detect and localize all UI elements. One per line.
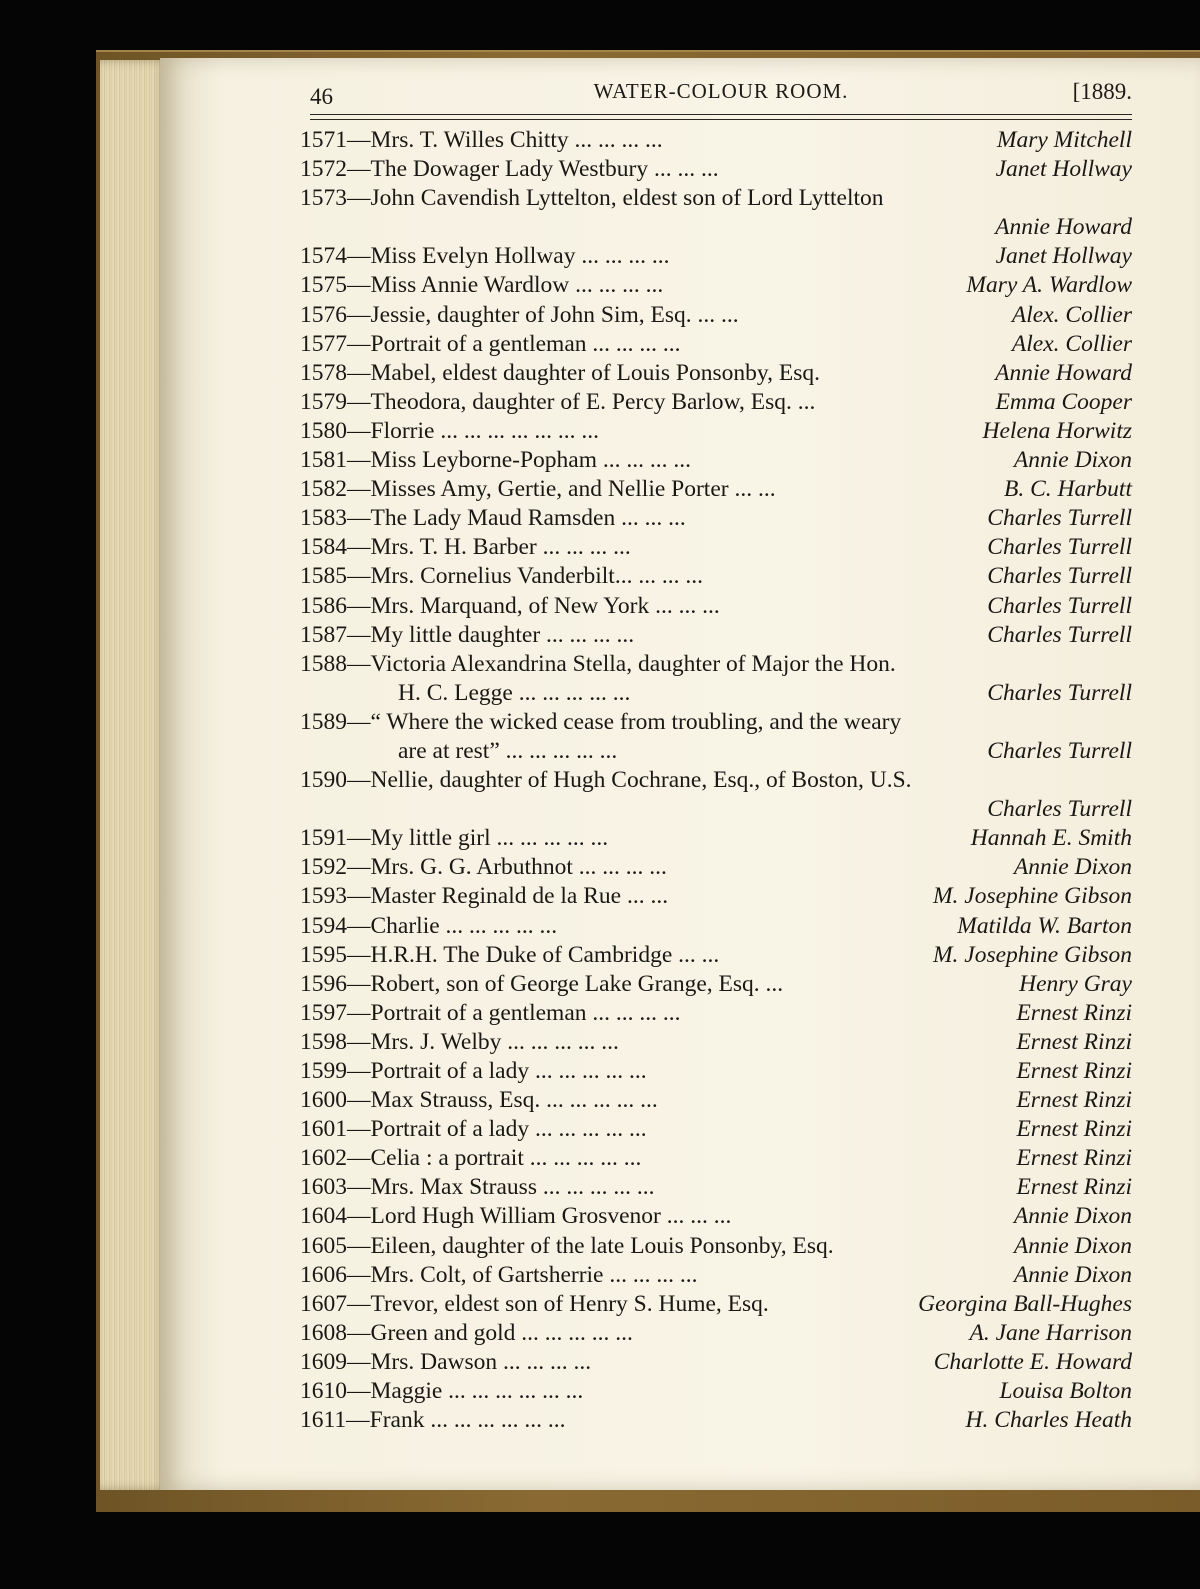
catalogue-entry [300, 562, 1132, 591]
catalogue-entry [300, 824, 1132, 853]
catalogue-entry [300, 301, 1132, 330]
entry-title: 1588—Victoria Alexandrina Stella, daughter of Major the Hon. [300, 650, 896, 677]
entry-artist: Georgina Ball-Hughes [918, 1290, 1132, 1317]
entry-title: H. C. Legge ... ... ... ... ... [398, 679, 631, 706]
catalogue-entry [300, 388, 1132, 417]
catalogue-entry [300, 882, 1132, 911]
catalogue-entry [300, 1057, 1132, 1086]
catalogue-entry [300, 330, 1132, 359]
entry-title: 1587—My little daughter ... ... ... ... [300, 621, 635, 648]
entry-title: 1591—My little girl ... ... ... ... ... [300, 825, 609, 852]
entry-artist: Hannah E. Smith [970, 825, 1132, 852]
entry-title: 1573—John Cavendish Lyttelton, eldest son of Lord Lyttelton [300, 185, 884, 212]
entry-title: 1607—Trevor, eldest son of Henry S. Hume, Esq. [300, 1290, 769, 1317]
catalogue-entry [300, 1173, 1132, 1202]
entry-artist: Annie Dixon [1013, 1203, 1132, 1230]
entry-title: 1611—Frank ... ... ... ... ... ... [300, 1407, 566, 1434]
entry-artist: Helena Horwitz [982, 417, 1132, 444]
entry-title: 1571—Mrs. T. Willes Chitty ... ... ... ... [300, 127, 663, 153]
entry-title: 1599—Portrait of a lady ... ... ... ... ... [300, 1058, 647, 1084]
entry-artist: Annie Dixon [1013, 854, 1132, 881]
entry-artist: Charles Turrell [987, 592, 1132, 619]
catalogue-entries [300, 126, 1132, 1435]
catalogue-entry [300, 446, 1132, 475]
entry-title: 1582—Misses Amy, Gertie, and Nellie Porter ... ... [300, 476, 776, 503]
entry-title: 1596—Robert, son of George Lake Grange, Esq. ... [300, 970, 784, 997]
entry-title: 1576—Jessie, daughter of John Sim, Esq. ... ... [300, 301, 739, 328]
entry-title: 1579—Theodora, daughter of E. Percy Barlow, Esq. ... [300, 388, 816, 415]
entry-title: are at rest” ... ... ... ... ... [398, 737, 618, 764]
catalogue-entry [300, 621, 1132, 650]
catalogue-entry [300, 912, 1132, 941]
entry-artist: Charles Turrell [987, 534, 1132, 561]
entry-title: 1595—H.R.H. The Duke of Cambridge ... ... [300, 941, 720, 968]
entry-title: 1600—Max Strauss, Esq. ... ... ... ... ... [300, 1087, 658, 1114]
catalogue-entry [300, 533, 1132, 562]
catalogue-entry [300, 155, 1132, 184]
entry-artist: Charles Turrell [987, 563, 1132, 590]
catalogue-entry [300, 1406, 1132, 1435]
entry-title: 1601—Portrait of a lady ... ... ... ... ... [300, 1116, 647, 1143]
catalogue-entry [300, 213, 1132, 242]
entry-artist: B. C. Harbutt [1004, 476, 1132, 503]
entry-title: 1609—Mrs. Dawson ... ... ... ... [300, 1348, 592, 1375]
entry-artist: Charlotte E. Howard [933, 1348, 1132, 1375]
year-label: [1889. [1072, 79, 1132, 104]
catalogue-entry [300, 1202, 1132, 1231]
catalogue-entry [300, 417, 1132, 446]
entry-title: 1583—The Lady Maud Ramsden ... ... ... [300, 505, 686, 532]
entry-title: 1577—Portrait of a gentleman ... ... ... ... [300, 330, 681, 357]
entry-artist: Charles Turrell [987, 796, 1132, 823]
catalogue-entry [300, 737, 1132, 766]
entry-artist: Annie Dixon [1013, 1261, 1132, 1288]
catalogue-entry [300, 1144, 1132, 1173]
entry-artist: Annie Howard [995, 359, 1132, 386]
entry-title: 1585—Mrs. Cornelius Vanderbilt... ... ... ... [300, 563, 703, 590]
entry-title: 1578—Mabel, eldest daughter of Louis Ponsonby, Esq. [300, 359, 820, 386]
entry-artist: Ernest Rinzi [1016, 1145, 1132, 1172]
entry-artist: M. Josephine Gibson [932, 941, 1132, 968]
entry-artist: M. Josephine Gibson [932, 883, 1132, 910]
catalogue-entry [300, 1348, 1132, 1377]
entry-artist: Mary A. Wardlow [966, 272, 1132, 299]
entry-title: 1606—Mrs. Colt, of Gartsherrie ... ... ... ... [300, 1261, 698, 1288]
entry-title: 1592—Mrs. G. G. Arbuthnot ... ... ... ... [300, 854, 667, 881]
entry-title: 1605—Eileen, daughter of the late Louis Ponsonby, Esq. [300, 1232, 834, 1259]
entry-artist: Ernest Rinzi [1016, 1116, 1132, 1143]
catalogue-entry [300, 475, 1132, 504]
entry-artist: Ernest Rinzi [1016, 1087, 1132, 1114]
catalogue-entry [300, 999, 1132, 1028]
header-rule [310, 114, 1132, 115]
entry-title: 1598—Mrs. J. Welby ... ... ... ... ... [300, 1028, 619, 1055]
entry-title: 1590—Nellie, daughter of Hugh Cochrane, Esq., of Boston, U.S. [300, 767, 912, 794]
catalogue-entry [300, 504, 1132, 533]
catalogue-entry [300, 650, 1132, 679]
catalogue-entry [300, 126, 1132, 155]
entry-artist: Henry Gray [1019, 970, 1132, 997]
entry-artist: Louisa Bolton [999, 1378, 1132, 1405]
catalogue-entry [300, 1261, 1132, 1290]
entry-title: 1575—Miss Annie Wardlow ... ... ... ... [300, 272, 664, 299]
entry-title: 1597—Portrait of a gentleman ... ... ... ... [300, 999, 681, 1026]
entry-artist: Janet Hollway [995, 156, 1132, 183]
entry-title: 1581—Miss Leyborne-Popham ... ... ... ... [300, 447, 691, 474]
entry-artist: Ernest Rinzi [1016, 999, 1132, 1026]
entry-title: 1574—Miss Evelyn Hollway ... ... ... ... [300, 243, 670, 270]
entry-artist: Annie Howard [995, 214, 1132, 241]
entry-artist: Annie Dixon [1013, 1232, 1132, 1259]
entry-artist: Mary Mitchell [996, 127, 1132, 153]
page-edges [100, 60, 168, 1490]
catalogue-entry [300, 941, 1132, 970]
catalogue-entry [300, 708, 1132, 737]
entry-artist: Charles Turrell [987, 505, 1132, 532]
entry-title: 1580—Florrie ... ... ... ... ... ... ... [300, 417, 599, 444]
catalogue-entry [300, 184, 1132, 213]
entry-title: 1586—Mrs. Marquand, of New York ... ... ... [300, 592, 720, 619]
catalogue-entry [300, 679, 1132, 708]
running-title: WATER-COLOUR ROOM. [593, 79, 849, 103]
page-header [310, 76, 1132, 116]
entry-artist: Ernest Rinzi [1016, 1174, 1132, 1201]
entry-title: 1604—Lord Hugh William Grosvenor ... ... ... [300, 1203, 732, 1230]
catalogue-entry [300, 1115, 1132, 1144]
header-rule-thin [310, 119, 1132, 120]
catalogue-entry [300, 970, 1132, 999]
entry-artist: Charles Turrell [987, 737, 1132, 764]
catalogue-entry [300, 1028, 1132, 1057]
entry-artist: Annie Dixon [1013, 447, 1132, 474]
catalogue-entry [300, 359, 1132, 388]
page-number: 46 [310, 84, 333, 109]
entry-title: 1584—Mrs. T. H. Barber ... ... ... ... [300, 534, 631, 561]
entry-artist: Charles Turrell [987, 621, 1132, 648]
catalogue-entry [300, 271, 1132, 300]
entry-artist: H. Charles Heath [965, 1407, 1132, 1434]
entry-artist: Ernest Rinzi [1016, 1028, 1132, 1055]
entry-title: 1594—Charlie ... ... ... ... ... [300, 912, 558, 939]
entry-title: 1610—Maggie ... ... ... ... ... ... [300, 1378, 584, 1405]
entry-title: 1593—Master Reginald de la Rue ... ... [300, 883, 669, 910]
entry-artist: Matilda W. Barton [957, 912, 1132, 939]
entry-title: 1602—Celia : a portrait ... ... ... ... ... [300, 1145, 642, 1172]
entry-artist: Alex. Collier [1011, 301, 1132, 328]
catalogue-entry [300, 1232, 1132, 1261]
entry-title: 1589—“ Where the wicked cease from troubling, and the weary [300, 708, 902, 735]
entry-artist: A. Jane Harrison [969, 1319, 1132, 1346]
catalogue-entry [300, 1377, 1132, 1406]
catalogue-entry [300, 1290, 1132, 1319]
catalogue-entry [300, 1086, 1132, 1115]
catalogue-entry [300, 242, 1132, 271]
entry-title: 1603—Mrs. Max Strauss ... ... ... ... ... [300, 1174, 655, 1201]
catalogue-entry [300, 592, 1132, 621]
entry-artist: Alex. Collier [1011, 330, 1132, 357]
catalogue-entry [300, 795, 1132, 824]
catalogue-entry [300, 766, 1132, 795]
entry-artist: Charles Turrell [987, 679, 1132, 706]
catalogue-entry [300, 1319, 1132, 1348]
entry-title: 1608—Green and gold ... ... ... ... ... [300, 1319, 633, 1346]
entry-artist: Janet Hollway [995, 243, 1132, 270]
entry-title: 1572—The Dowager Lady Westbury ... ... ... [300, 156, 719, 183]
entry-artist: Ernest Rinzi [1016, 1058, 1132, 1084]
catalogue-entry [300, 853, 1132, 882]
entry-artist: Emma Cooper [995, 388, 1132, 415]
